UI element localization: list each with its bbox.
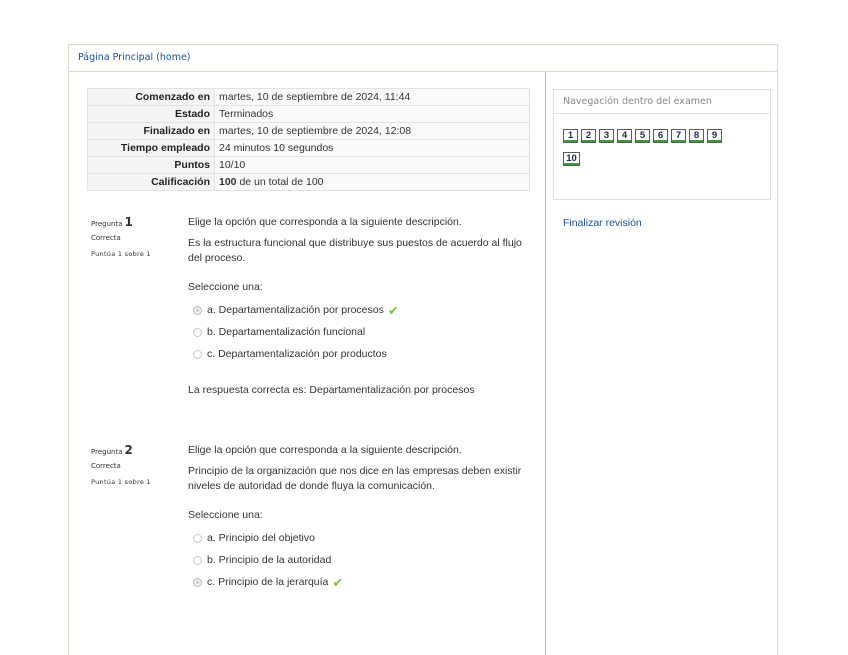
- summary-row: [88, 157, 530, 174]
- grade-value: 100: [219, 176, 237, 188]
- answer-prompt: Seleccione una:: [188, 281, 263, 293]
- answer-prompt: Seleccione una:: [188, 509, 263, 521]
- summary-label: Estado: [88, 106, 215, 123]
- question-nav-button-8[interactable]: 8: [689, 129, 704, 143]
- answer-option: [188, 571, 533, 593]
- summary-label: Finalizado en: [88, 123, 215, 140]
- summary-value: 10/10: [215, 157, 530, 174]
- summary-value: martes, 10 de septiembre de 2024, 12:08: [215, 123, 530, 140]
- answer-option: [188, 527, 533, 549]
- answer-option-label: b. Principio de la autoridad: [207, 553, 332, 566]
- summary-row: [88, 106, 530, 123]
- question-nav-button-2[interactable]: 2: [581, 129, 596, 143]
- summary-value: 24 minutos 10 segundos: [215, 140, 530, 157]
- quiz-navigation-title: Navegación dentro del examen: [554, 90, 770, 114]
- question-state: Correcta: [91, 462, 121, 470]
- summary-row: [88, 89, 530, 106]
- answer-option-label: c. Principio de la jerarquía: [207, 575, 329, 588]
- correct-check-icon: ✔: [332, 574, 344, 590]
- attempt-summary-table: [87, 88, 530, 191]
- radio-button: [193, 556, 202, 565]
- question-grade: Puntúa 1 sobre 1: [91, 478, 151, 486]
- quiz-navigation-block: [553, 89, 771, 229]
- question-state: Correcta: [91, 234, 121, 242]
- answer-option-label: c. Departamentalización por productos: [207, 347, 387, 360]
- question-nav-button-9[interactable]: 9: [707, 129, 722, 143]
- grade-total: de un total de 100: [236, 176, 324, 188]
- summary-value: [215, 174, 530, 191]
- question-nav-button-5[interactable]: 5: [635, 129, 650, 143]
- summary-value: martes, 10 de septiembre de 2024, 11:44: [215, 89, 530, 106]
- quiz-review-frame: [68, 44, 778, 655]
- answer-option: [188, 343, 533, 365]
- question-number: Pregunta 1: [91, 215, 133, 229]
- answer-option: [188, 549, 533, 571]
- question-intro: Elige la opción que corresponda a la siguiente descripción.: [188, 444, 462, 456]
- summary-label: Puntos: [88, 157, 215, 174]
- radio-button-selected: [193, 578, 202, 587]
- question-number: Pregunta 2: [91, 443, 133, 457]
- question-nav-button-10[interactable]: 10: [563, 152, 580, 166]
- question-info: [91, 215, 186, 258]
- summary-label: Tiempo empleado: [88, 140, 215, 157]
- question-info: [91, 443, 186, 486]
- radio-button: [193, 328, 202, 337]
- summary-row: [88, 140, 530, 157]
- question-nav-grid: [563, 125, 768, 171]
- summary-value: Terminados: [215, 106, 530, 123]
- answer-option: [188, 299, 533, 321]
- breadcrumb-home-link[interactable]: Página Principal (home): [78, 52, 191, 63]
- question-nav-button-3[interactable]: 3: [599, 129, 614, 143]
- summary-row: [88, 123, 530, 140]
- question-content: [188, 215, 533, 398]
- column-divider: [545, 72, 546, 655]
- question-nav-button-1[interactable]: 1: [563, 129, 578, 143]
- finish-review-link[interactable]: Finalizar revisión: [563, 217, 642, 229]
- correct-check-icon: ✔: [387, 302, 399, 318]
- answer-option-label: b. Departamentalización funcional: [207, 325, 366, 338]
- answer-option-label: a. Departamentalización por procesos: [207, 303, 384, 316]
- summary-row: [88, 174, 530, 191]
- question-nav-button-7[interactable]: 7: [671, 129, 686, 143]
- question-text: Principio de la organización que nos dice en las empresas deben existir niveles de autoridad de donde fluya la comunicación.: [188, 465, 522, 492]
- answer-option: [188, 321, 533, 343]
- question-intro: Elige la opción que corresponda a la siguiente descripción.: [188, 216, 462, 228]
- summary-label: Comenzado en: [88, 89, 215, 106]
- question-grade: Puntúa 1 sobre 1: [91, 250, 151, 258]
- question-text: Es la estructura funcional que distribuye sus puestos de acuerdo al flujo del proceso.: [188, 237, 522, 264]
- question-content: [188, 443, 533, 593]
- radio-button: [193, 350, 202, 359]
- question-nav-button-6[interactable]: 6: [653, 129, 668, 143]
- correct-answer-feedback: La respuesta correcta es: Departamentalización por procesos: [188, 384, 475, 396]
- radio-button-selected: [193, 306, 202, 315]
- answer-option-label: a. Principio del objetivo: [207, 531, 315, 544]
- summary-label: Calificación: [88, 174, 215, 191]
- radio-button: [193, 534, 202, 543]
- breadcrumb: [69, 45, 777, 72]
- question-nav-button-4[interactable]: 4: [617, 129, 632, 143]
